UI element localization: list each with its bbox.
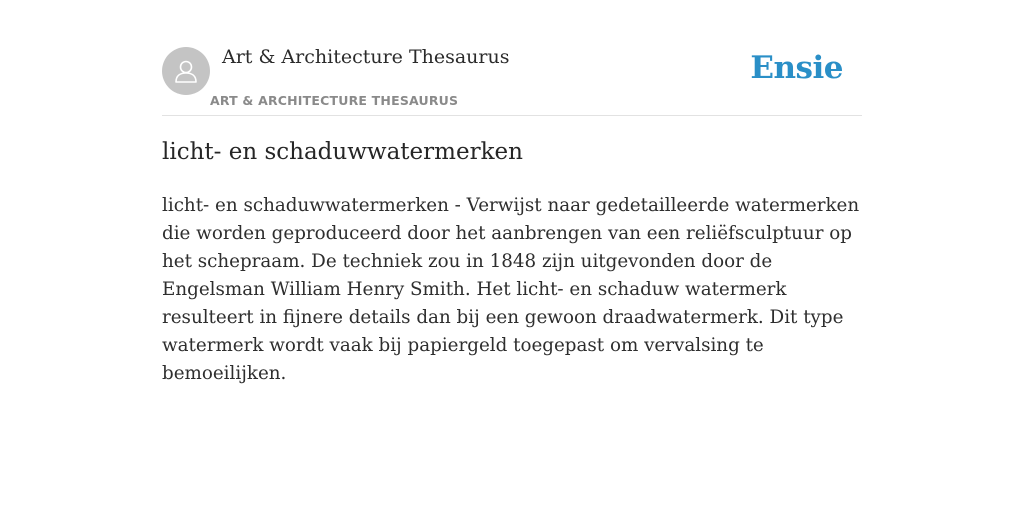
- page-title: licht- en schaduwwatermerken: [162, 139, 523, 165]
- source-header: [162, 0, 862, 116]
- user-icon: [172, 57, 200, 85]
- definition-text: licht- en schaduwwatermerken - Verwijst naar gedetailleerde watermerken die worden geproduceerd door het aanbrengen van een reliëfsculptuur op het schepraam. De techniek zou in 1848 zijn uitgevonden door de Engelsman William Henry Smith. Het licht- en schaduw watermerk resulteert in fijnere details dan bij een gewoon draadwatermerk. Dit type watermerk wordt vaak bij papiergeld toegepast om vervalsing te bemoeilijken.: [162, 195, 860, 384]
- source-title[interactable]: Art & Architecture Thesaurus: [222, 46, 510, 68]
- avatar[interactable]: [162, 47, 210, 95]
- source-subtitle[interactable]: ART & ARCHITECTURE THESAURUS: [210, 93, 459, 108]
- brand-logo[interactable]: Ensie: [750, 50, 843, 86]
- page-container: [162, 0, 862, 384]
